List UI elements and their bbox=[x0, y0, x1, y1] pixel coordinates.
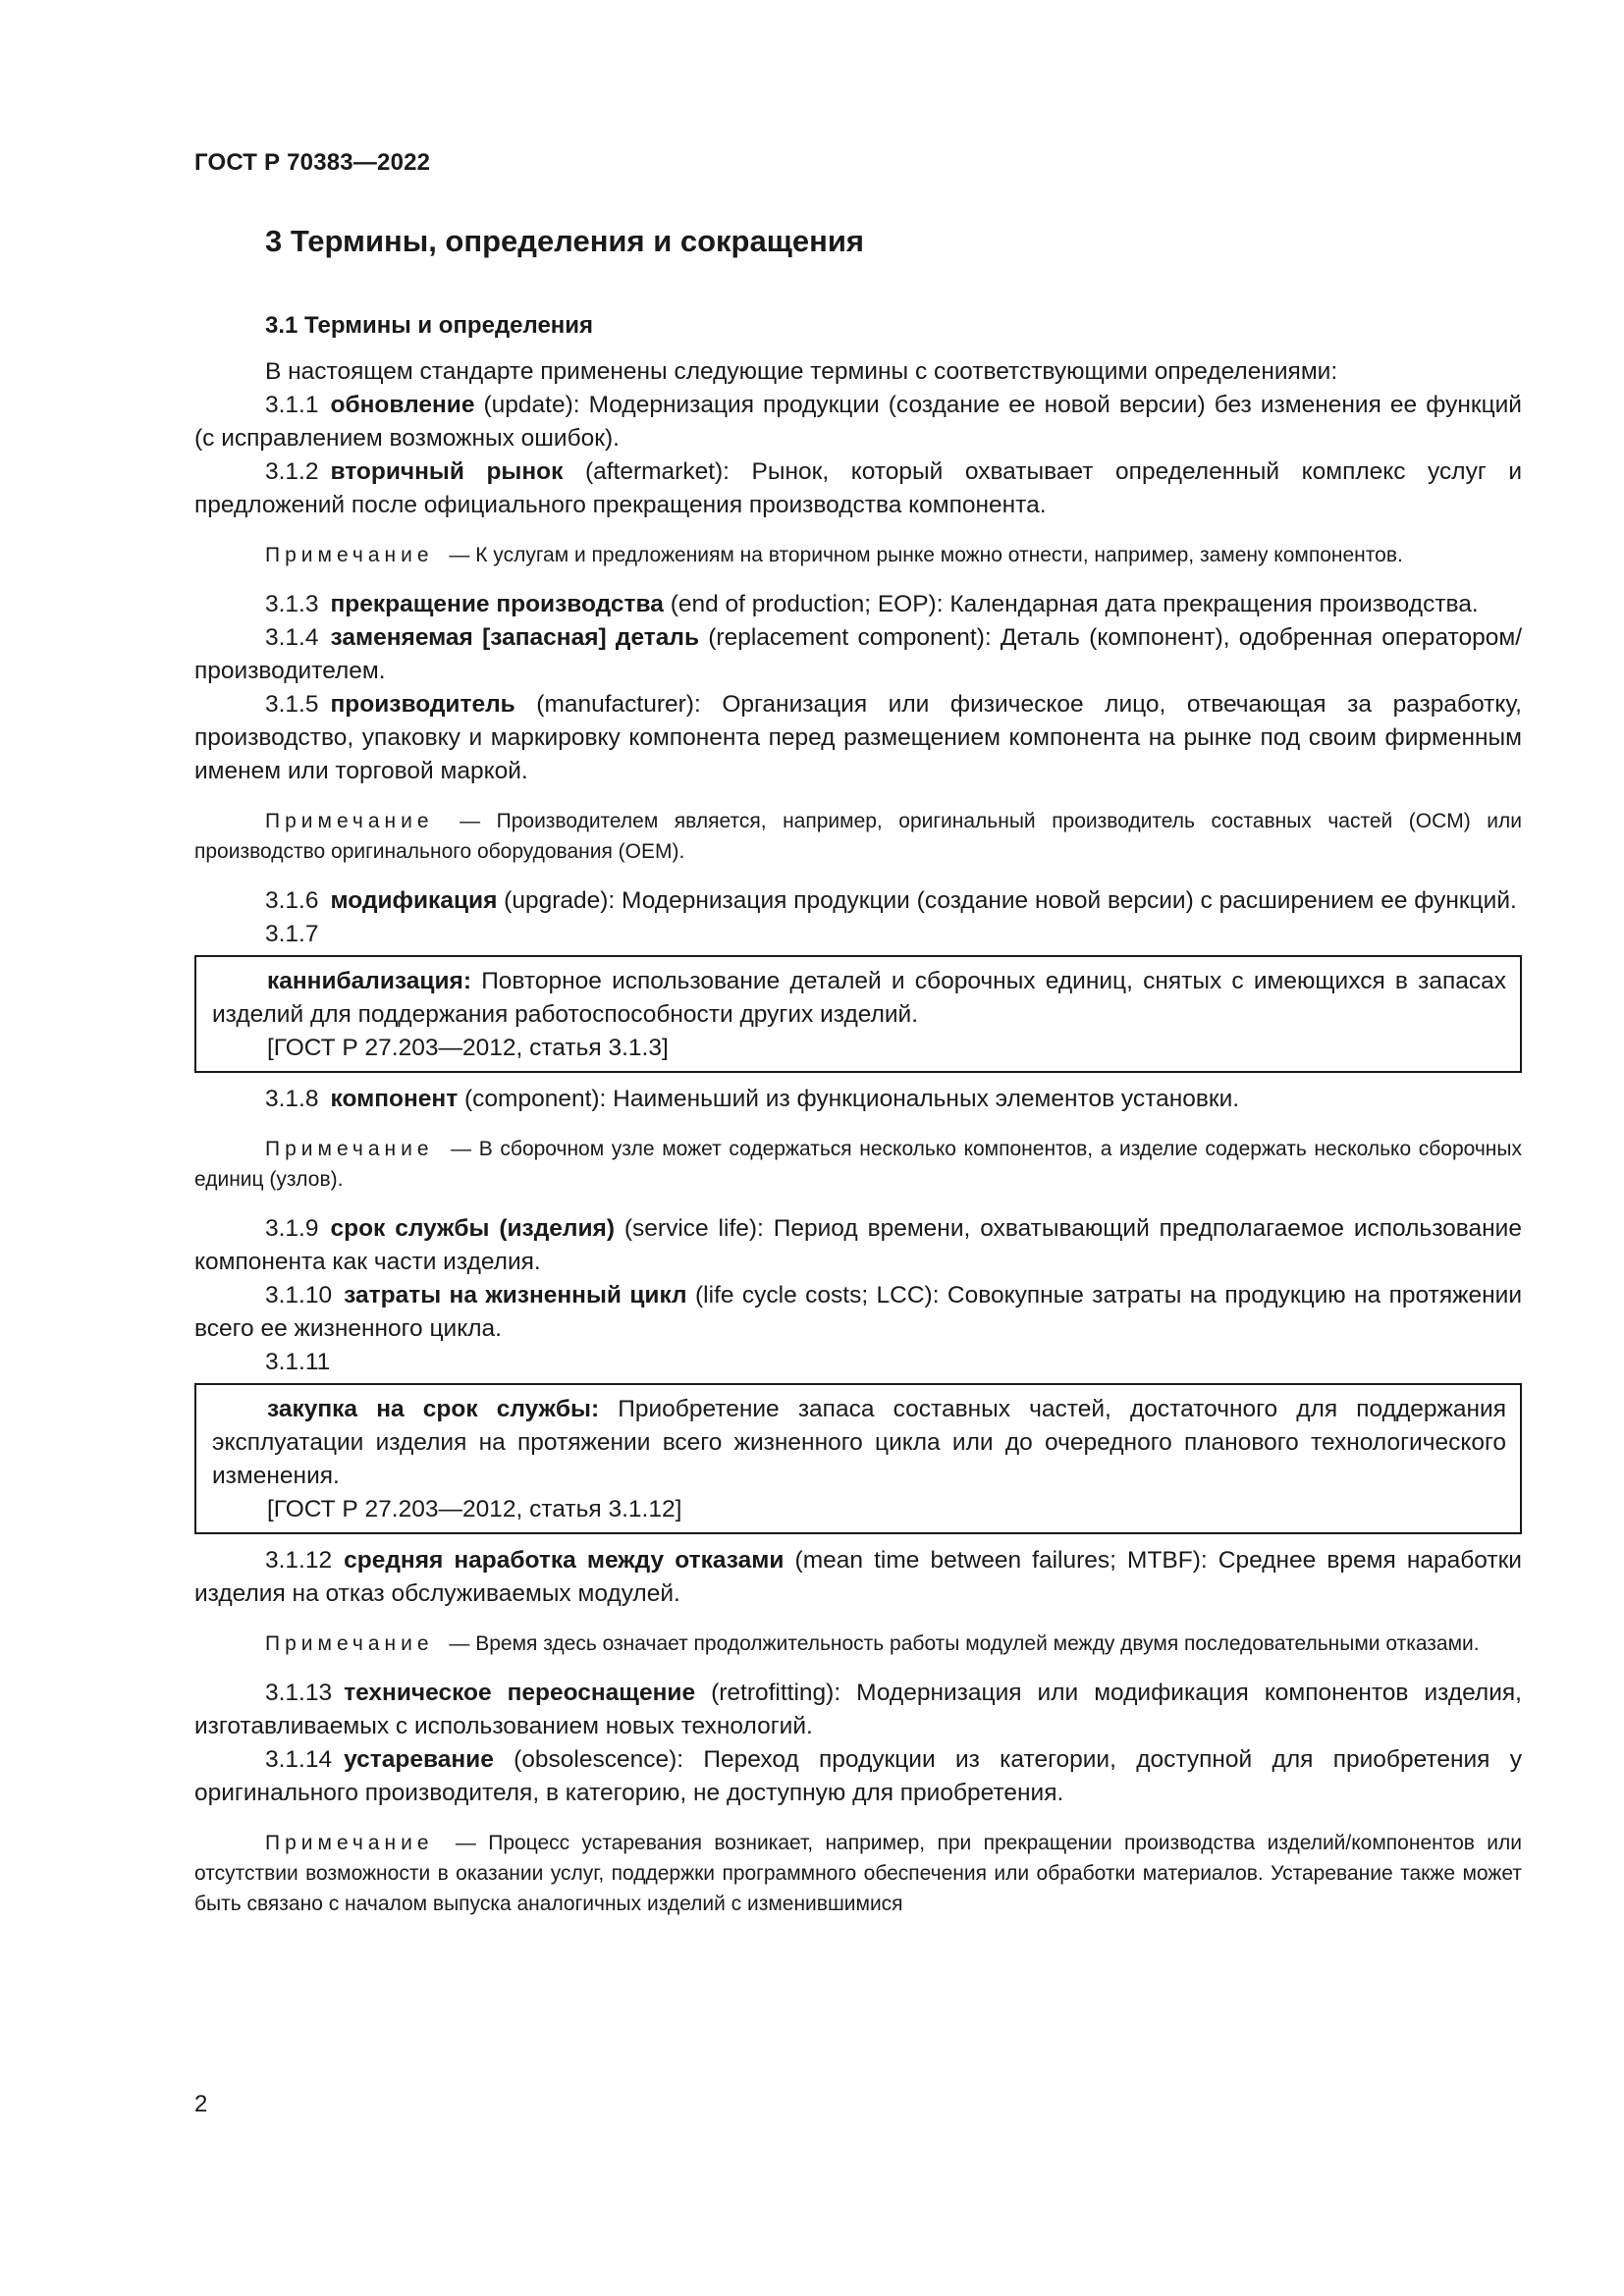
term-source-reference: [ГОСТ Р 27.203—2012, статья 3.1.12] bbox=[267, 1496, 682, 1522]
term-3-1-3 bbox=[194, 588, 1522, 621]
term-definition: (replacement component): Деталь (компонент), одобренная оператором/производителем. bbox=[194, 624, 1522, 684]
term-number: 3.1.8 bbox=[265, 1086, 319, 1112]
term-definition: (aftermarket): Рынок, который охватывает определенный комплекс услуг и предложений после официального прекращения производства компонента. bbox=[194, 458, 1522, 518]
note-label: Примечание bbox=[265, 1138, 434, 1160]
boxed-term-text bbox=[212, 965, 1506, 1032]
term-name: каннибализация: bbox=[267, 968, 471, 994]
term-name: затраты на жизненный цикл bbox=[344, 1282, 687, 1308]
term-number: 3.1.9 bbox=[265, 1215, 319, 1242]
term-3-1-13 bbox=[194, 1677, 1522, 1743]
term-definition: (manufacturer): Организация или физическое лицо, отвечающая за разработку, производство, упаковку и маркировку компонента перед размещением компонента на рынке под своим фирменным именем или торговой маркой. bbox=[194, 691, 1522, 784]
term-source-reference: [ГОСТ Р 27.203—2012, статья 3.1.3] bbox=[267, 1035, 669, 1061]
boxed-term-3-1-7 bbox=[194, 955, 1522, 1073]
note-label: Примечание bbox=[265, 1832, 434, 1854]
document-body bbox=[194, 355, 1522, 1937]
term-name: заменяемая [запасная] деталь bbox=[330, 624, 700, 651]
term-number-3-1-11: 3.1.11 bbox=[265, 1349, 331, 1375]
note-3-1-2 bbox=[194, 540, 1522, 570]
term-number: 3.1.4 bbox=[265, 624, 319, 651]
term-3-1-9 bbox=[194, 1212, 1522, 1279]
note-3-1-14 bbox=[194, 1828, 1522, 1919]
term-definition: (life cycle costs; LCC): Совокупные затраты на продукцию на протяжении всего ее жизненного цикла. bbox=[194, 1282, 1522, 1342]
term-definition: (obsolescence): Переход продукции из категории, доступной для приобретения у оригинального производителя, в категорию, не доступную для приобретения. bbox=[194, 1746, 1522, 1806]
term-number: 3.1.5 bbox=[265, 691, 319, 718]
intro-paragraph: В настоящем стандарте применены следующие термины с соответствующими определениями: bbox=[265, 358, 1338, 385]
note-text: — К услугам и предложениям на вторичном рынке можно отнести, например, замену компонентов. bbox=[443, 544, 1403, 566]
term-name: закупка на срок службы: bbox=[267, 1396, 600, 1422]
term-3-1-4 bbox=[194, 621, 1522, 688]
term-3-1-2 bbox=[194, 455, 1522, 522]
page-number: 2 bbox=[194, 2091, 208, 2117]
term-number: 3.1.2 bbox=[265, 458, 319, 485]
note-label: Примечание bbox=[265, 544, 434, 566]
term-name: модификация bbox=[330, 887, 498, 914]
term-name: техническое переоснащение bbox=[344, 1680, 696, 1706]
note-text: — Время здесь означает продолжительность работы модулей между двумя последовательными отказами. bbox=[443, 1632, 1480, 1655]
subsection-title: 3.1 Термины и определения bbox=[265, 312, 594, 339]
term-definition: (component): Наименьший из функциональных элементов установки. bbox=[458, 1086, 1240, 1112]
term-3-1-14 bbox=[194, 1743, 1522, 1810]
term-3-1-6 bbox=[194, 884, 1522, 918]
term-3-1-8 bbox=[194, 1083, 1522, 1116]
boxed-term-3-1-11 bbox=[194, 1383, 1522, 1534]
note-text: — Производителем является, например, оригинальный производитель составных частей (OCM) или производство оригинального оборудования (OEM). bbox=[194, 810, 1522, 863]
term-definition: (upgrade): Модернизация продукции (создание новой версии) с расширением ее функций. bbox=[497, 887, 1517, 914]
term-definition: (update): Модернизация продукции (создание ее новой версии) без изменения ее функций (с исправлением возможных ошибок). bbox=[194, 392, 1522, 452]
term-definition: (mean time between failures; MTBF): Среднее время наработки изделия на отказ обслуживаемых модулей. bbox=[194, 1547, 1522, 1607]
term-number: 3.1.6 bbox=[265, 887, 319, 914]
term-name: срок службы (изделия) bbox=[330, 1215, 615, 1242]
term-number: 3.1.3 bbox=[265, 591, 319, 617]
note-3-1-12 bbox=[194, 1629, 1522, 1659]
term-3-1-1 bbox=[194, 389, 1522, 455]
term-definition: (service life): Период времени, охватывающий предполагаемое использование компонента как части изделия. bbox=[194, 1215, 1522, 1275]
term-name: прекращение производства bbox=[330, 591, 664, 617]
note-3-1-8 bbox=[194, 1134, 1522, 1195]
term-number: 3.1.10 bbox=[265, 1282, 333, 1308]
document-header: ГОСТ Р 70383—2022 bbox=[194, 149, 431, 176]
term-name: обновление bbox=[330, 392, 475, 418]
term-name: вторичный рынок bbox=[330, 458, 564, 485]
term-name: производитель bbox=[330, 691, 515, 718]
term-name: средняя наработка между отказами bbox=[344, 1547, 785, 1574]
term-number: 3.1.12 bbox=[265, 1547, 333, 1574]
note-text: — Процесс устаревания возникает, например, при прекращении производства изделий/компонентов или отсутствии возможности в оказании услуг, поддержки программного обеспечения или обработки материалов. Устаревание также может быть связано с началом выпуска аналогичных изделий с изменившимися bbox=[194, 1832, 1522, 1915]
section-title: 3 Термины, определения и сокращения bbox=[265, 224, 864, 258]
note-text: — В сборочном узле может содержаться несколько компонентов, а изделие содержать несколько сборочных единиц (узлов). bbox=[194, 1138, 1522, 1191]
term-definition: Повторное использование деталей и сборочных единиц, снятых с имеющихся в запасах изделий для поддержания работоспособности других изделий. bbox=[212, 968, 1506, 1028]
note-label: Примечание bbox=[265, 1632, 434, 1655]
term-3-1-10 bbox=[194, 1279, 1522, 1346]
term-number: 3.1.13 bbox=[265, 1680, 333, 1706]
term-definition: (retrofitting): Модернизация или модификация компонентов изделия, изготавливаемых с использованием новых технологий. bbox=[194, 1680, 1522, 1739]
term-name: устаревание bbox=[344, 1746, 494, 1773]
boxed-term-text bbox=[212, 1393, 1506, 1493]
term-name: компонент bbox=[330, 1086, 459, 1112]
term-number-3-1-7: 3.1.7 bbox=[265, 921, 319, 947]
term-definition: Приобретение запаса составных частей, достаточного для поддержания эксплуатации изделия на протяжении всего жизненного цикла или до очередного планового технологического изменения. bbox=[212, 1396, 1506, 1489]
term-3-1-5 bbox=[194, 688, 1522, 788]
term-definition: (end of production; EOP): Календарная дата прекращения производства. bbox=[663, 591, 1479, 617]
term-number: 3.1.1 bbox=[265, 392, 319, 418]
term-number: 3.1.14 bbox=[265, 1746, 333, 1773]
term-3-1-12 bbox=[194, 1544, 1522, 1611]
note-label: Примечание bbox=[265, 810, 434, 832]
note-3-1-5 bbox=[194, 806, 1522, 867]
